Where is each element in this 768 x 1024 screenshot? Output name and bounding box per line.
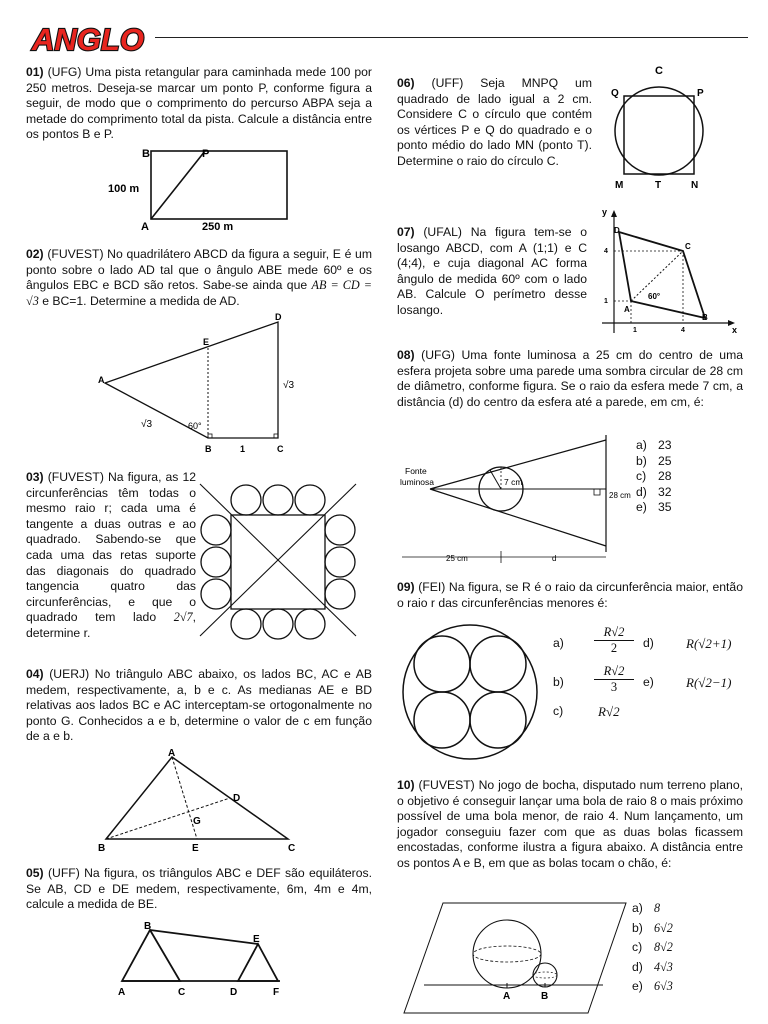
answer-option (632, 958, 722, 978)
svg-text:E: E (203, 337, 210, 347)
option-value: 23 (658, 438, 672, 452)
option-value: 25 (658, 453, 672, 468)
option-key: c) (636, 469, 647, 484)
q09-option-a: a) (553, 636, 564, 650)
svg-text:D: D (614, 226, 620, 235)
option-key: a) (636, 438, 647, 452)
q02-text: 02) (FUVEST) No quadrilátero ABCD da figura a seguir, E é um ponto sobre o lado AD tal que o ângulo ABE mede 60º e os ângulos EBC e BCD são retos. Sabe-se ainda que AB = CD = √3 e BC=1. Determine a medida de AD. (26, 247, 372, 308)
q04-text: 04) (UERJ) No triângulo ABC abaixo, os lados BC, AC e AB medem, respectivamente, a, b e c. As medianas AE e BD relativas aos lados BC e AC interceptam-se ortogonalmente no ponto G. Conhecidos a e b, determine o valor de c em função de a e b. (26, 667, 372, 744)
q09-option-e-value: R(√2−1) (686, 675, 732, 690)
svg-text:C: C (288, 843, 296, 854)
q07-figure (592, 205, 742, 337)
svg-text:Q: Q (611, 88, 619, 99)
answer-option (632, 899, 722, 919)
svg-text:Fonte: Fonte (405, 466, 427, 476)
option-key: b) (632, 920, 643, 935)
q08-options (636, 438, 716, 516)
option-value: 28 (658, 469, 672, 484)
q09-option-e: e) (643, 675, 654, 689)
svg-text:C: C (655, 65, 663, 77)
q09-option-b: b) (553, 675, 564, 689)
q03-formula: 2√7 (173, 610, 193, 625)
svg-text:d: d (552, 554, 557, 563)
answer-option (636, 485, 716, 501)
option-value: 4√3 (654, 959, 673, 974)
svg-text:25 cm: 25 cm (446, 554, 468, 563)
svg-text:A: A (624, 305, 630, 314)
q09-option-c: c) (553, 704, 564, 718)
q01-label-p: P (202, 148, 210, 160)
svg-text:1: 1 (633, 327, 637, 334)
q09-option-d: d) (643, 636, 654, 650)
svg-text:A: A (503, 991, 511, 1002)
svg-text:D: D (233, 793, 241, 804)
svg-text:4: 4 (681, 327, 685, 334)
q05-text: 05) (UFF) Na figura, os triângulos ABC e DEF são equiláteros. Se AB, CD e DE medem, respectivamente, 6m, 4m e 4m, calcule a medida de BE. (26, 866, 372, 912)
q06-text: 06) (UFF) Seja MNPQ um quadrado de lado igual a 2 cm. Considere C o círculo que contém os vértices P e Q do quadrado e o ponto médio do lado MN (ponto T). Determine o raio do círculo C. (397, 76, 592, 168)
svg-text:F: F (273, 987, 280, 998)
svg-text:B: B (98, 843, 106, 854)
svg-text:7 cm: 7 cm (504, 477, 523, 487)
option-value: 35 (658, 500, 672, 515)
answer-option (636, 438, 716, 454)
option-key: a) (632, 901, 643, 915)
svg-text:D: D (230, 987, 238, 998)
q09-option-d-value: R(√2+1) (686, 636, 732, 651)
answer-option (636, 454, 716, 470)
svg-text:1: 1 (604, 298, 608, 305)
q04-figure (92, 747, 304, 855)
answer-option (632, 977, 722, 997)
q02-formula: AB = CD = √3 (26, 278, 372, 308)
q01-base-label: 250 m (202, 221, 234, 233)
option-key: d) (636, 484, 647, 499)
svg-text:x: x (732, 325, 738, 335)
q10-text: 10) (FUVEST) No jogo de bocha, disputado num terreno plano, o objetivo é conseguir lançar uma bola de raio 8 o mais próximo possível de uma bola menor, de raio 4. Num lançamento, um jogador conseguiu fazer com que as duas bolas ficassem encostadas, conforme ilustra a figura abaixo. A distância entre os pontos A e B, em que as bolas tocam o chão, é: (397, 778, 743, 870)
svg-text:√3: √3 (141, 419, 153, 430)
svg-text:C: C (178, 987, 186, 998)
svg-text:M: M (615, 180, 624, 191)
svg-text:28 cm: 28 cm (609, 491, 631, 500)
header-rule (155, 37, 748, 38)
svg-text:4: 4 (604, 248, 608, 255)
q09-text: 09) (FEI) Na figura, se R é o raio da circunferência maior, então o raio r das circunferências menores é: (397, 580, 743, 610)
logo (30, 18, 150, 58)
q10-options (632, 899, 722, 997)
q07-text: 07) (UFAL) Na figura tem-se o losango ABCD, com A (1;1) e C (4;4), e cuja diagonal AC forma ângulo de medida 60º com o lado AB. Calcule O perímetro desse losango. (397, 225, 588, 317)
q01-text: 01) (UFG) Uma pista retangular para caminhada mede 100 por 250 metros. Deseja-se marcar um ponto P, conforme figura a seguir, de modo que o comprimento do percurso ABPA seja a metade do comprimento total da pista. Calcule a distância entre os pontos B e P. (26, 65, 372, 142)
svg-text:T: T (655, 180, 662, 191)
svg-text:A: A (168, 748, 176, 759)
svg-text:A: A (118, 987, 126, 998)
option-key: b) (636, 453, 647, 468)
svg-text:√3: √3 (283, 380, 295, 391)
svg-text:D: D (275, 312, 282, 322)
q01-side-label: 100 m (108, 183, 140, 195)
option-value: 32 (658, 484, 672, 499)
svg-text:60°: 60° (648, 292, 661, 301)
q01-figure (105, 142, 305, 234)
q03-figure (198, 482, 358, 638)
svg-text:E: E (192, 843, 199, 854)
option-value: 6√2 (654, 920, 673, 935)
q09-figure (400, 622, 540, 762)
option-key: d) (632, 959, 643, 974)
q10-figure (398, 895, 630, 1020)
option-key: e) (632, 979, 643, 993)
q02-figure (95, 310, 315, 460)
option-value: 6√3 (654, 979, 673, 993)
q01-label-b: B (142, 148, 150, 160)
svg-text:luminosa: luminosa (400, 477, 435, 487)
option-key: e) (636, 500, 647, 515)
option-value: 8 (654, 901, 661, 915)
q05-figure (110, 917, 310, 999)
q09-option-b-value: R√2 3 (594, 664, 634, 695)
svg-text:P: P (697, 88, 704, 99)
svg-text:E: E (253, 934, 260, 945)
svg-text:B: B (205, 444, 212, 454)
q01-label-a: A (141, 221, 149, 233)
svg-text:A: A (98, 375, 105, 385)
svg-text:B: B (541, 991, 549, 1002)
svg-text:60°: 60° (188, 421, 202, 431)
answer-option (636, 469, 716, 485)
option-key: c) (632, 940, 643, 954)
q09-option-c-value: R√2 (598, 704, 620, 719)
answer-option (636, 500, 716, 516)
svg-text:B: B (702, 313, 708, 322)
option-value: 8√2 (654, 940, 673, 954)
svg-text:N: N (691, 180, 699, 191)
svg-text:y: y (602, 207, 608, 217)
answer-option (632, 919, 722, 939)
svg-text:B: B (144, 921, 152, 932)
logo-text: ANGLO (32, 22, 144, 57)
svg-text:1: 1 (240, 444, 246, 454)
q09-option-a-value: R√2 2 (594, 625, 634, 656)
q06-figure (605, 62, 715, 194)
answer-option (632, 938, 722, 958)
q08-text: 08) (UFG) Uma fonte luminosa a 25 cm do centro de uma esfera projeta sobre uma parede uma sombra circular de 28 cm de diâmetro, conforme figura. Se o raio da esfera mede 7 cm, a distância (d) do centro da esfera até a parede, em cm, é: (397, 348, 743, 409)
q08-figure (398, 432, 631, 572)
svg-text:C: C (685, 242, 691, 251)
q03-text: 03) (FUVEST) Na figura, as 12 circunferências têm todas o mesmo raio r; cada uma é tangente a duas outras e ao quadrado. Sabendo-se que cada uma das retas suporte das diagonais do quadrado tangencia quatro das circunferências, e que o quadrado tem lado 2√7, determine r. (26, 470, 197, 640)
svg-text:C: C (277, 444, 284, 454)
svg-text:G: G (193, 816, 201, 827)
